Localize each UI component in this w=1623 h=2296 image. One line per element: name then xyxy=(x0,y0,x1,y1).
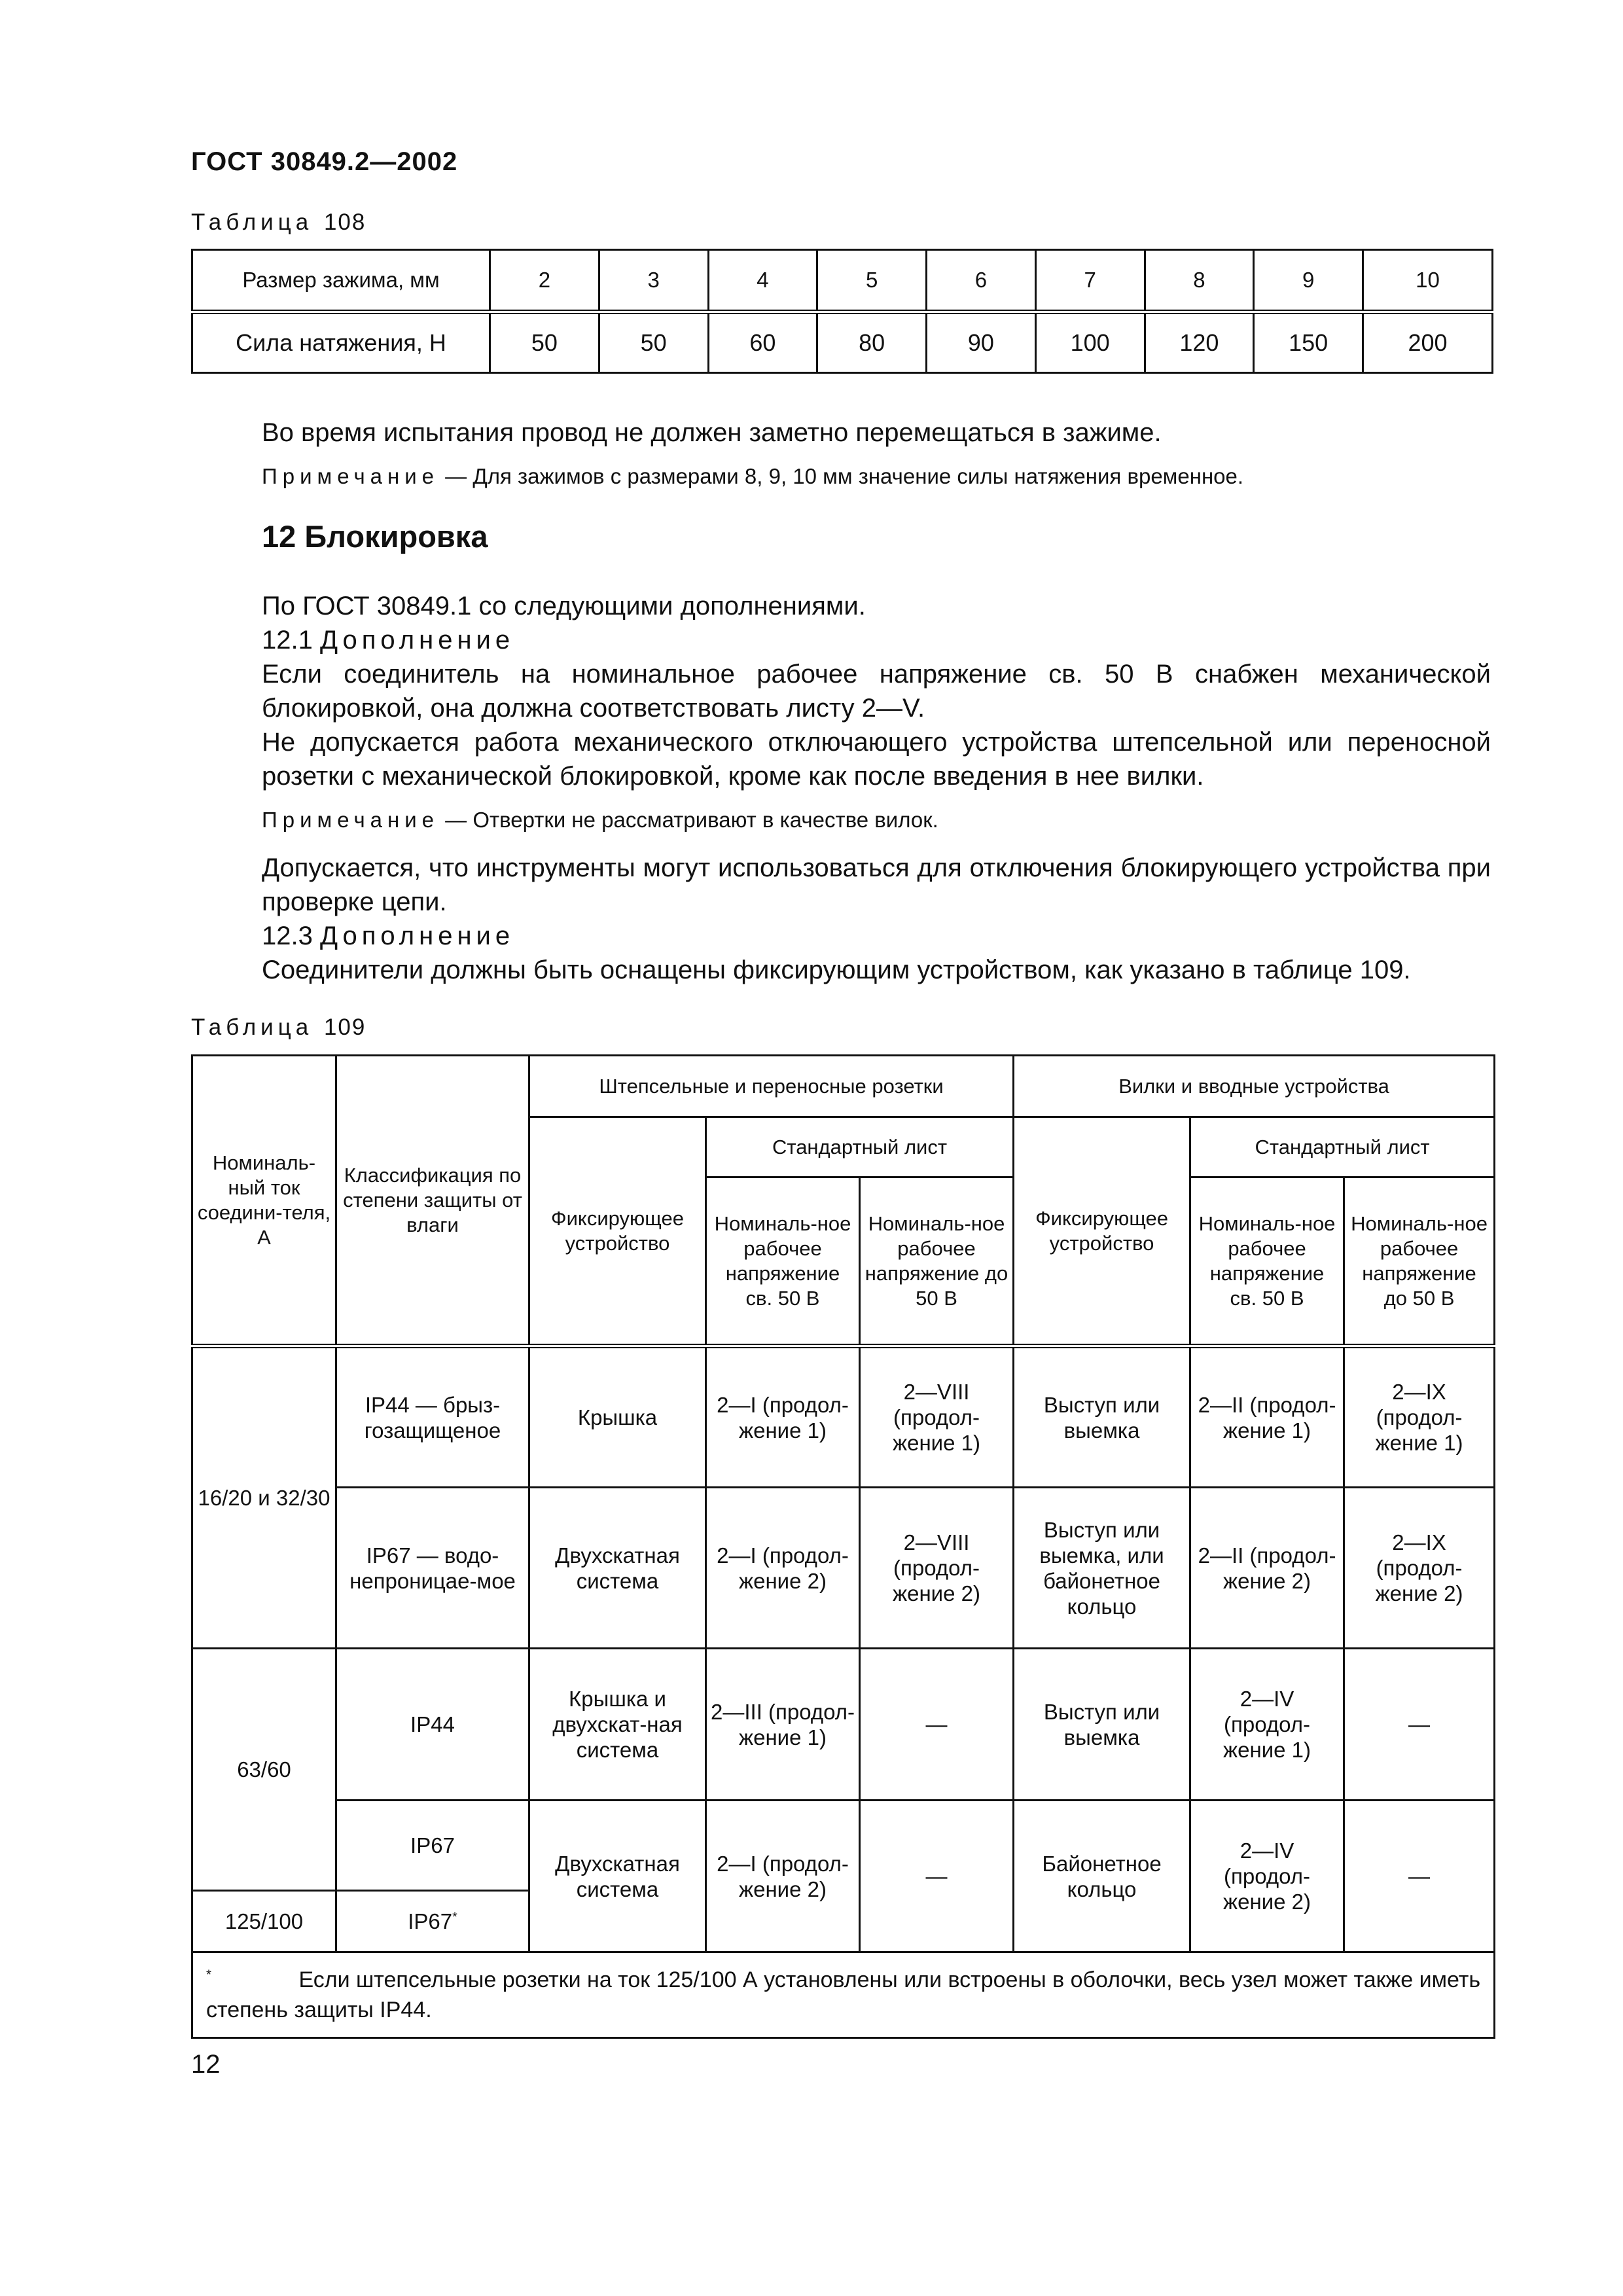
document-header: ГОСТ 30849.2—2002 xyxy=(191,147,458,176)
paragraph-text: Во время испытания провод не должен заметно перемещаться в зажиме. xyxy=(262,418,1162,447)
table-cell: Двухскатная система xyxy=(529,1801,706,1952)
table-cell: — xyxy=(860,1649,1014,1801)
header-plugs: Вилки и вводные устройства xyxy=(1014,1056,1495,1117)
table-cell: 9 xyxy=(1254,250,1363,312)
table-cell: 2—VIII (продол-жение 1) xyxy=(860,1346,1014,1488)
table-cell: 7 xyxy=(1035,250,1145,312)
rated-current-cell: 63/60 xyxy=(192,1649,336,1891)
table-cell: 100 xyxy=(1035,312,1145,373)
row-header-tension-force: Сила натяжения, Н xyxy=(192,312,490,373)
table-cell: 60 xyxy=(708,312,817,373)
paragraph: Соединители должны быть оснащены фиксирующим устройством, как указано в таблице 109. xyxy=(262,956,1411,984)
header-plug-voltage-to-50: Номиналь-ное рабочее напряжение до 50 В xyxy=(1344,1177,1495,1346)
note-label: Примечание xyxy=(262,808,440,832)
note xyxy=(191,461,1491,492)
paragraph: Не допускается работа механического отключающего устройства штепсельной или переносной розетки с механической блокировкой, кроме как после введения в нее вилки. xyxy=(262,728,1491,791)
clause-label: Дополнение xyxy=(319,922,515,950)
table-cell: IP44 — брыз-гозащищеное xyxy=(336,1346,529,1488)
clause-number: 12.1 xyxy=(262,626,320,655)
table-cell: 2—I (продол-жение 2) xyxy=(706,1801,860,1952)
table-cell: 150 xyxy=(1254,312,1363,373)
table-cell: 50 xyxy=(490,312,599,373)
page-number: 12 xyxy=(191,2050,221,2079)
table-cell: 2—IV (продол-жение 2) xyxy=(1190,1801,1344,1952)
table-cell: Выступ или выемка xyxy=(1014,1346,1190,1488)
table-row xyxy=(192,1801,1495,1891)
table-cell: 2—II (продол-жение 2) xyxy=(1190,1488,1344,1649)
table-cell: 2—I (продол-жение 1) xyxy=(706,1346,860,1488)
table-cell: 2—VIII (продол-жение 2) xyxy=(860,1488,1014,1649)
table-cell: 5 xyxy=(817,250,927,312)
table-row xyxy=(192,1649,1495,1801)
table-caption-number: 108 xyxy=(323,209,366,235)
table-108-caption xyxy=(191,209,366,236)
table-cell: IP44 xyxy=(336,1649,529,1801)
table-cell: 6 xyxy=(927,250,1036,312)
footnote-text: Если штепсельные розетки на ток 125/100 А установлены или встроены в оболочки, весь узел может также иметь степень защиты IP44. xyxy=(206,1967,1481,2022)
table-row xyxy=(192,1346,1495,1488)
header-socket-voltage-to-50: Номиналь-ное рабочее напряжение до 50 В xyxy=(860,1177,1014,1346)
header-sockets: Штепсельные и переносные розетки xyxy=(529,1056,1014,1117)
table-cell: 120 xyxy=(1145,312,1254,373)
table-cell: 200 xyxy=(1363,312,1493,373)
table-cell: 50 xyxy=(599,312,708,373)
rated-current-cell: 125/100 xyxy=(192,1891,336,1952)
table-cell: Двухскатная система xyxy=(529,1488,706,1649)
header-socket-fixing-device: Фиксирующее устройство xyxy=(529,1117,706,1346)
table-row xyxy=(192,312,1493,373)
table-cell: — xyxy=(1344,1801,1495,1952)
clause-heading xyxy=(191,919,1491,953)
note-text: — Отвертки не рассматривают в качестве вилок. xyxy=(439,808,938,832)
table-cell: 2—IV (продол-жение 1) xyxy=(1190,1649,1344,1801)
table-109 xyxy=(191,1054,1495,2039)
table-cell: 2 xyxy=(490,250,599,312)
header-rated-current: Номиналь-ный ток соедини-теля, А xyxy=(192,1056,336,1346)
row-header-clamp-size: Размер зажима, мм xyxy=(192,250,490,312)
paragraph: Допускается, что инструменты могут использоваться для отключения блокирующего устройства при проверке цепи. xyxy=(262,853,1491,916)
ip-rating: IP67 xyxy=(408,1909,453,1933)
table-cell: 2—III (продол-жение 1) xyxy=(706,1649,860,1801)
paragraph: Если соединитель на номинальное рабочее напряжение св. 50 В снабжен механической блокировкой, она должна соответствовать листу 2—V. xyxy=(262,660,1491,723)
table-cell: IP67 xyxy=(336,1801,529,1891)
header-plug-fixing-device: Фиксирующее устройство xyxy=(1014,1117,1190,1346)
paragraph: По ГОСТ 30849.1 со следующими дополнениями. xyxy=(262,592,866,620)
clause-number: 12.3 xyxy=(262,922,320,950)
table-cell: Байонетное кольцо xyxy=(1014,1801,1190,1952)
table-header-row xyxy=(192,1056,1495,1117)
note xyxy=(191,805,1491,835)
section-title: 12 Блокировка xyxy=(262,519,488,554)
table-caption-label: Таблица xyxy=(191,209,313,235)
table-cell: 8 xyxy=(1145,250,1254,312)
table-cell xyxy=(336,1891,529,1952)
table-footnote xyxy=(192,1952,1495,2038)
table-cell: 4 xyxy=(708,250,817,312)
paragraph xyxy=(191,416,1491,450)
section-body-continued xyxy=(191,851,1491,987)
table-cell: Выступ или выемка xyxy=(1014,1649,1190,1801)
header-plug-standard-sheet: Стандартный лист xyxy=(1190,1117,1495,1177)
table-footnote-row xyxy=(192,1952,1495,2038)
header-socket-voltage-over-50: Номиналь-ное рабочее напряжение св. 50 В xyxy=(706,1177,860,1346)
table-caption-label: Таблица xyxy=(191,1014,313,1040)
table-row xyxy=(192,1488,1495,1649)
table-cell: 2—IX (продол-жение 2) xyxy=(1344,1488,1495,1649)
table-cell: 2—II (продол-жение 1) xyxy=(1190,1346,1344,1488)
table-cell: Выступ или выемка, или байонетное кольцо xyxy=(1014,1488,1190,1649)
table-cell: IP67 — водо-непроницае-мое xyxy=(336,1488,529,1649)
table-cell: Крышка xyxy=(529,1346,706,1488)
table-caption-number: 109 xyxy=(323,1014,366,1040)
table-109-caption xyxy=(191,1014,366,1041)
table-108 xyxy=(191,249,1493,374)
clause-label: Дополнение xyxy=(319,626,515,655)
table-row xyxy=(192,250,1493,312)
table-cell: 3 xyxy=(599,250,708,312)
footnote-mark: * xyxy=(206,1967,211,1982)
table-cell: 80 xyxy=(817,312,927,373)
note-text: — Для зажимов с размерами 8, 9, 10 мм значение силы натяжения временное. xyxy=(439,464,1244,488)
rated-current-cell: 16/20 и 32/30 xyxy=(192,1346,336,1649)
section-body xyxy=(191,589,1491,793)
footnote-mark: * xyxy=(452,1910,457,1924)
table-cell: 2—IX (продол-жение 1) xyxy=(1344,1346,1495,1488)
header-classification: Классификация по степени защиты от влаги xyxy=(336,1056,529,1346)
table-cell: Крышка и двухскат-ная система xyxy=(529,1649,706,1801)
table-cell: 90 xyxy=(927,312,1036,373)
table-cell: — xyxy=(1344,1649,1495,1801)
header-plug-voltage-over-50: Номиналь-ное рабочее напряжение св. 50 В xyxy=(1190,1177,1344,1346)
table-cell: 10 xyxy=(1363,250,1493,312)
note-label: Примечание xyxy=(262,464,440,488)
table-cell: 2—I (продол-жение 2) xyxy=(706,1488,860,1649)
clause-heading xyxy=(191,623,1491,657)
header-socket-standard-sheet: Стандартный лист xyxy=(706,1117,1014,1177)
table-cell: — xyxy=(860,1801,1014,1952)
